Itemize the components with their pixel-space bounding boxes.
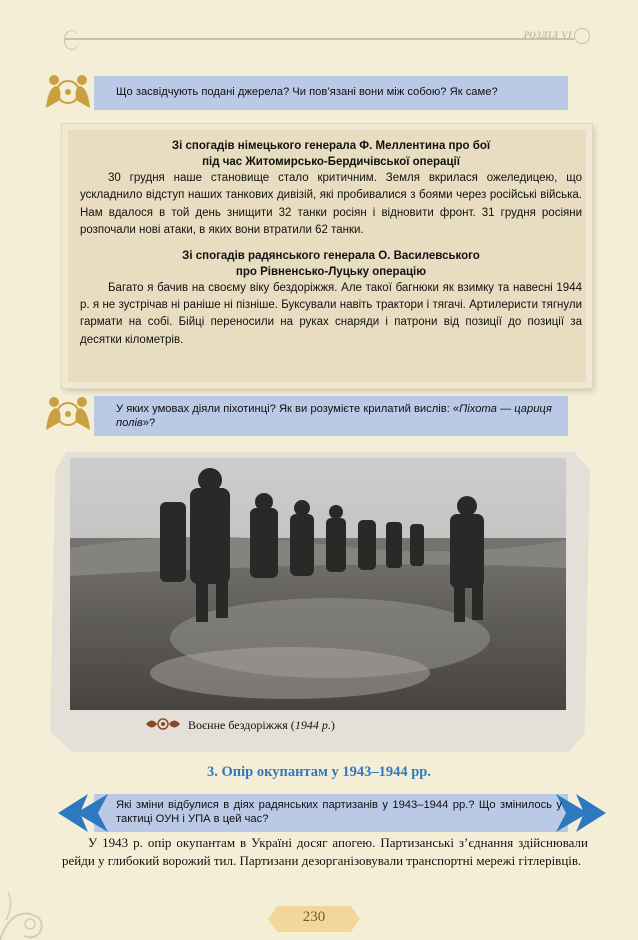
header-rule-ornament [64,30,79,50]
page-number: 230 [302,909,326,925]
caption-end: ) [330,718,335,732]
source-2-body: Багато я бачив на своєму віку бездоріжжя. Але такої багнюки як взимку та навесні 1944 р. я не зустрічав ні раніше ні пізніше. Буксували навіть трактори і тягачі. Артилеристи тягнули гармати на собі. Бійці переносили на руках снаряди і патрони від позиції до позиції за десятки кілометрів. [80,281,582,346]
source-1-title [80,138,582,170]
question-2-suffix: »? [142,417,156,429]
question-1-text: Що засвідчують подані джерела? Чи пов’язані вони між собою? Як саме? [116,86,498,98]
body-paragraph: У 1943 р. опір окупантам в Україні досяг апогею. Партизанські з’єднання здійснювали рейди у глибокий ворожий тил. Партизани дезорганізовували транспортні мережі гітлерівців. [62,835,588,868]
sources-content [80,138,582,349]
section-label: РОЗДІЛ VI [523,30,572,40]
corner-floral-ornament-icon [0,880,60,940]
arrow-right-icon [556,790,606,836]
thinking-figures-icon [42,392,94,432]
question-2-quote: Піхота — цариця полів [116,403,552,429]
source-1-body: 30 грудня наше становище стало критичним. Земля вкрилася ожеледицею, що ускладнило відступ наших танкових дивізій, які пробивалися з боями через російські війська. Нам вдалося в той день знищити 32 танки росіян і відновити фронт. 31 грудня росіяни розпочали нові атаки, в яких вони втратили 62 танки. [80,172,582,237]
header-rule [64,38,574,40]
question-2-text [116,402,576,430]
source-2-title-line2: про Рівненсько-Луцьку операцію [235,265,427,278]
caption-ornament-icon [144,717,182,731]
question-3-text: Які зміни відбулися в діях радянських партизанів у 1943–1944 рр.? Що змінилось у тактиці ОУН і УПА в цей час? [116,799,562,825]
photo-caption [188,718,335,733]
source-1-title-line1: Зі спогадів німецького генерала Ф. Меллентина про бої [171,140,491,152]
source-2-title [80,248,582,280]
source-2-title-line1: Зі спогадів радянського генерала О. Василевського [182,249,480,262]
muddy-road-soldiers-photo [70,458,566,710]
section-heading: 3. Опір окупантам у 1943–1944 рр. [206,764,431,780]
caption-year: 1944 р. [294,718,331,732]
caption-main: Воєнне бездоріжжя ( [188,718,295,732]
thinking-figures-icon [42,70,94,110]
source-1-title-line2: під час Житомирсько-Бердичівської операції [202,156,460,168]
arrow-left-icon [58,790,108,836]
header-swirl-icon [574,28,590,44]
question-2-prefix: У яких умовах діяли піхотинці? Як ви розумієте крилатий вислів: « [116,403,460,415]
sources-box [62,124,592,388]
